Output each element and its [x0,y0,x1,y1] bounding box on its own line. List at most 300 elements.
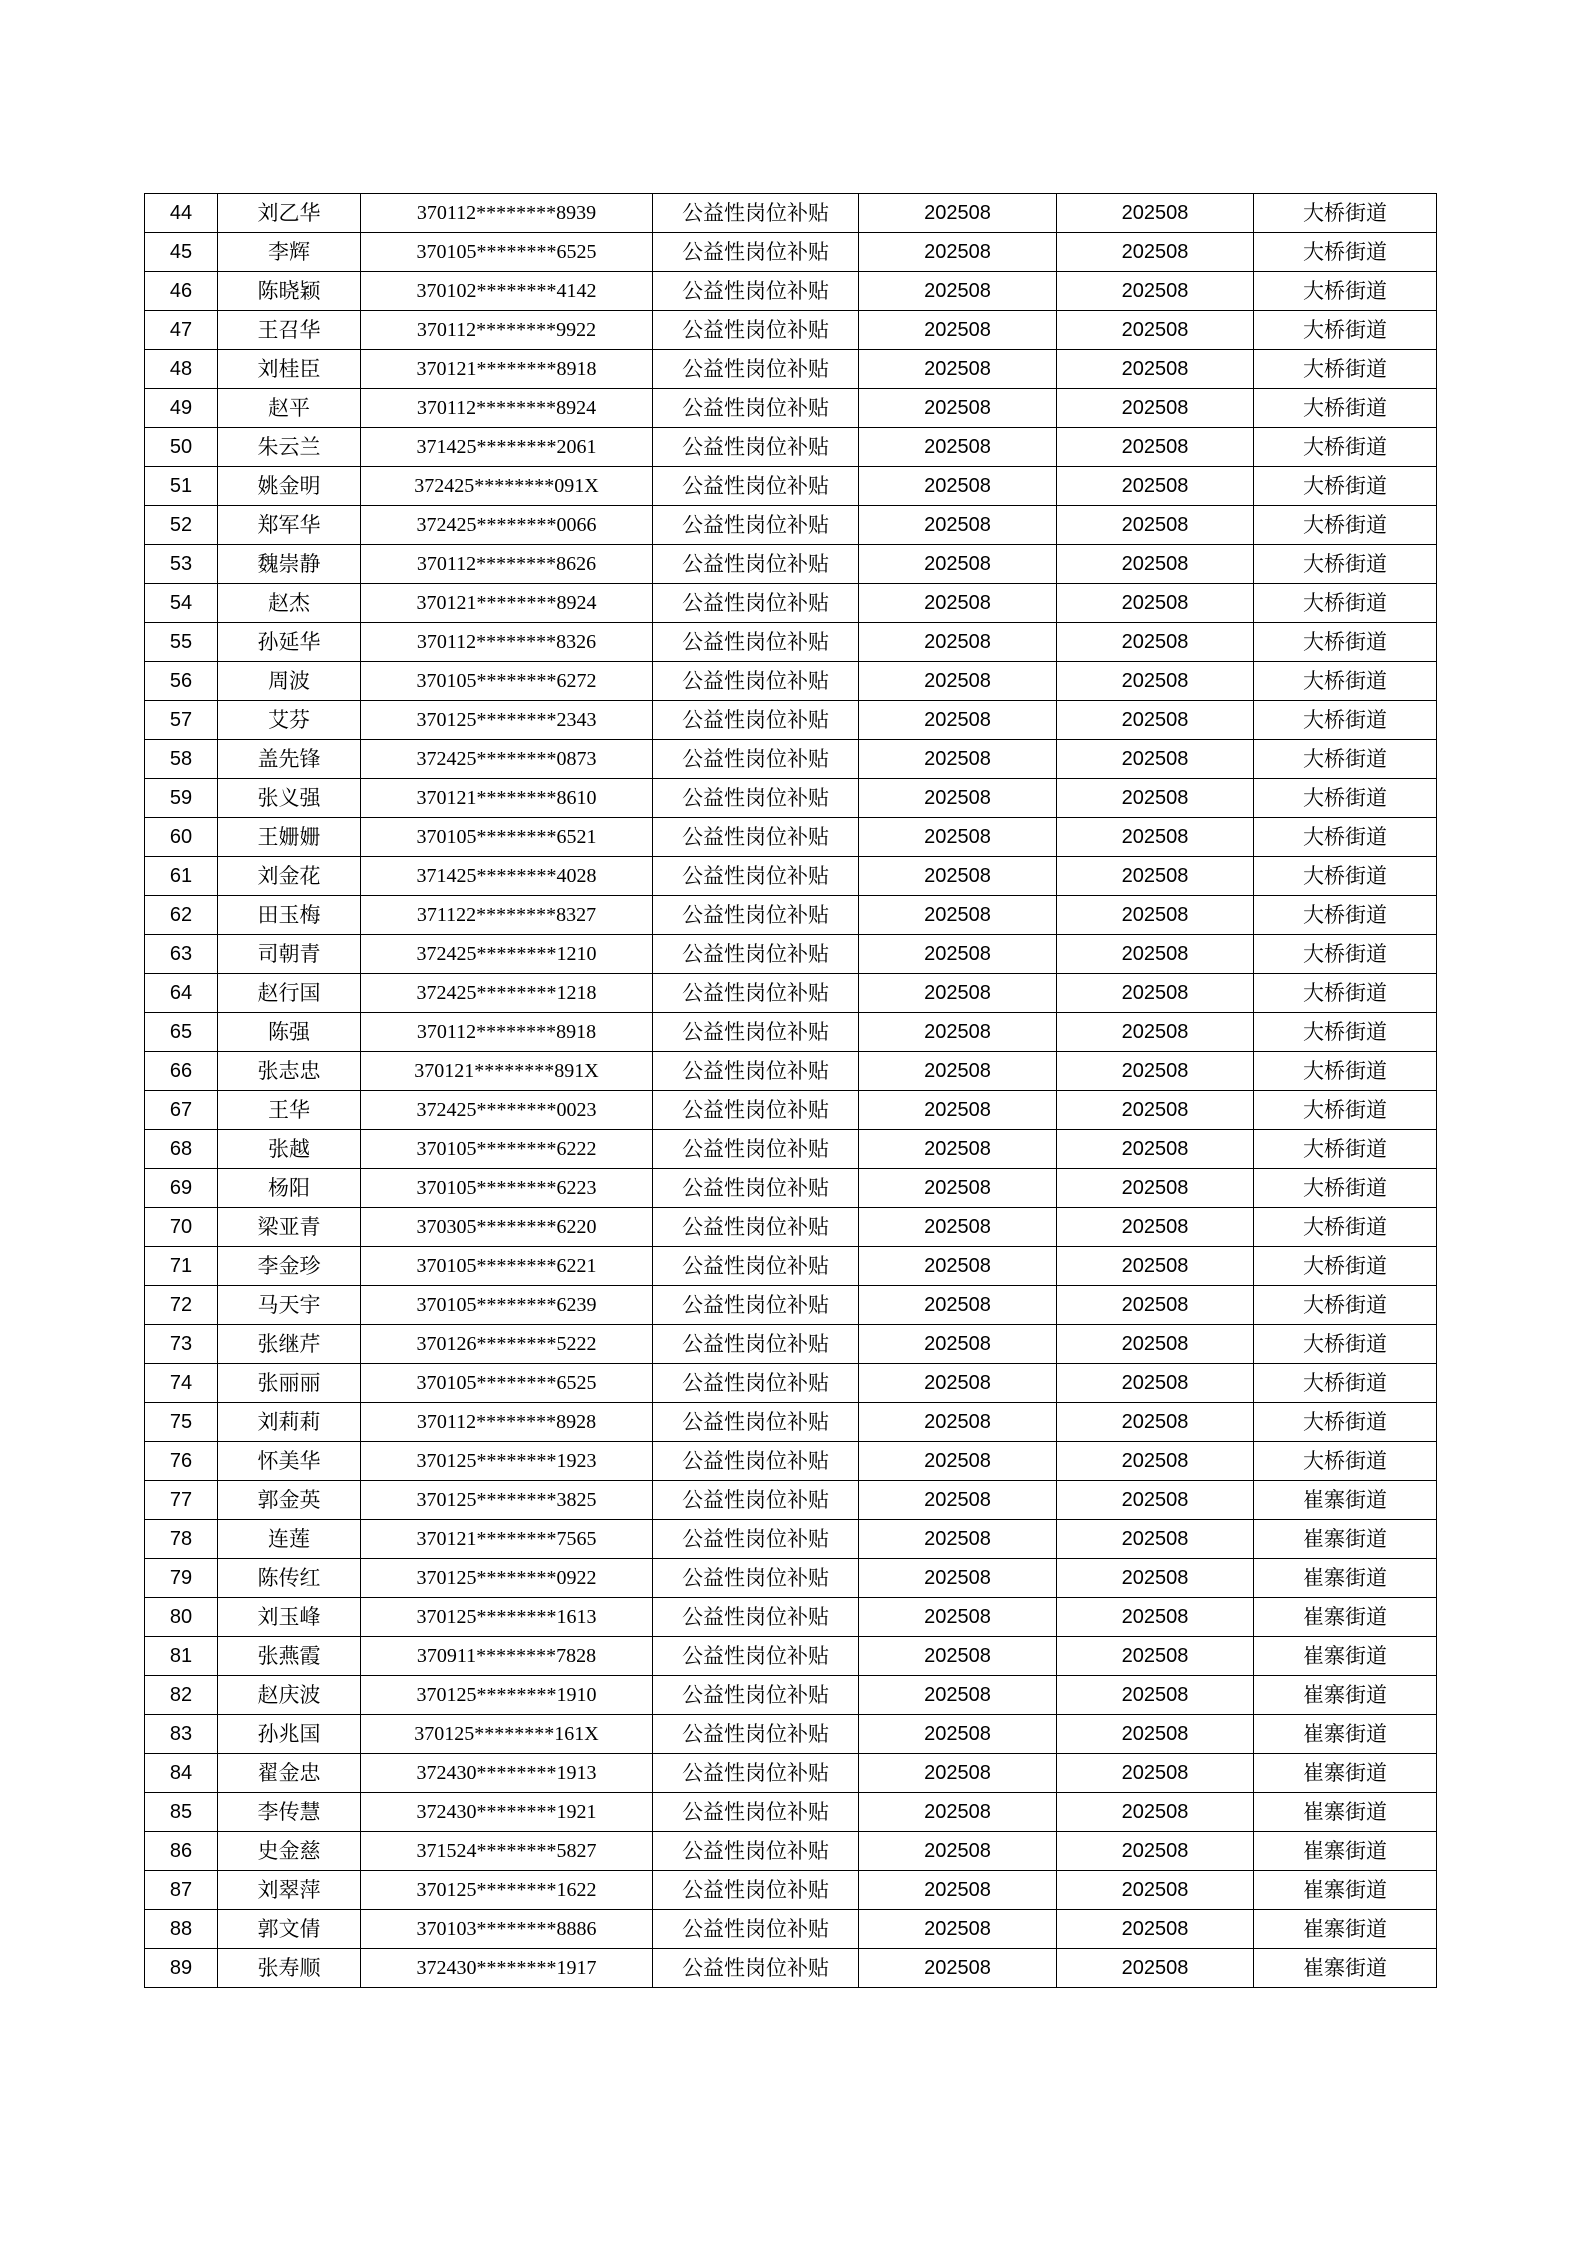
subsidy-type-cell: 公益性岗位补贴 [653,623,859,662]
end-month-cell: 202508 [1057,1247,1254,1286]
start-month-cell: 202508 [859,1442,1057,1481]
end-month-cell: 202508 [1057,1169,1254,1208]
person-name-cell: 田玉梅 [218,896,361,935]
person-name-cell: 姚金明 [218,467,361,506]
row-number-cell: 65 [145,1013,218,1052]
end-month-cell: 202508 [1057,1130,1254,1169]
table-row [145,350,1437,389]
table-row [145,1559,1437,1598]
id-number-cell: 370105********6521 [361,818,653,857]
subsidy-type-cell: 公益性岗位补贴 [653,467,859,506]
end-month-cell: 202508 [1057,974,1254,1013]
row-number-cell: 50 [145,428,218,467]
start-month-cell: 202508 [859,662,1057,701]
id-number-cell: 372430********1921 [361,1793,653,1832]
street-cell: 大桥街道 [1254,1208,1437,1247]
table-row [145,1442,1437,1481]
street-cell: 大桥街道 [1254,506,1437,545]
subsidy-type-cell: 公益性岗位补贴 [653,857,859,896]
subsidy-type-cell: 公益性岗位补贴 [653,350,859,389]
street-cell: 大桥街道 [1254,311,1437,350]
id-number-cell: 370112********8918 [361,1013,653,1052]
street-cell: 大桥街道 [1254,935,1437,974]
row-number-cell: 59 [145,779,218,818]
end-month-cell: 202508 [1057,1832,1254,1871]
start-month-cell: 202508 [859,1637,1057,1676]
row-number-cell: 52 [145,506,218,545]
id-number-cell: 370126********5222 [361,1325,653,1364]
id-number-cell: 370121********891X [361,1052,653,1091]
subsidy-type-cell: 公益性岗位补贴 [653,1676,859,1715]
id-number-cell: 370121********8610 [361,779,653,818]
person-name-cell: 梁亚青 [218,1208,361,1247]
street-cell: 大桥街道 [1254,857,1437,896]
street-cell: 大桥街道 [1254,233,1437,272]
end-month-cell: 202508 [1057,1598,1254,1637]
end-month-cell: 202508 [1057,1520,1254,1559]
subsidy-type-cell: 公益性岗位补贴 [653,1949,859,1988]
start-month-cell: 202508 [859,233,1057,272]
row-number-cell: 86 [145,1832,218,1871]
end-month-cell: 202508 [1057,701,1254,740]
start-month-cell: 202508 [859,1910,1057,1949]
subsidy-type-cell: 公益性岗位补贴 [653,974,859,1013]
id-number-cell: 370105********6221 [361,1247,653,1286]
end-month-cell: 202508 [1057,1403,1254,1442]
start-month-cell: 202508 [859,1715,1057,1754]
street-cell: 大桥街道 [1254,740,1437,779]
id-number-cell: 370105********6223 [361,1169,653,1208]
start-month-cell: 202508 [859,350,1057,389]
subsidy-type-cell: 公益性岗位补贴 [653,1832,859,1871]
start-month-cell: 202508 [859,818,1057,857]
row-number-cell: 51 [145,467,218,506]
subsidy-type-cell: 公益性岗位补贴 [653,779,859,818]
subsidy-type-cell: 公益性岗位补贴 [653,1910,859,1949]
end-month-cell: 202508 [1057,1286,1254,1325]
table-row [145,779,1437,818]
id-number-cell: 370125********0922 [361,1559,653,1598]
row-number-cell: 60 [145,818,218,857]
street-cell: 大桥街道 [1254,1403,1437,1442]
id-number-cell: 371122********8327 [361,896,653,935]
subsidy-type-cell: 公益性岗位补贴 [653,311,859,350]
start-month-cell: 202508 [859,545,1057,584]
id-number-cell: 370125********1923 [361,1442,653,1481]
table-row [145,545,1437,584]
street-cell: 大桥街道 [1254,194,1437,233]
table-row [145,1403,1437,1442]
id-number-cell: 372425********0873 [361,740,653,779]
table-row [145,1754,1437,1793]
end-month-cell: 202508 [1057,1871,1254,1910]
id-number-cell: 370112********8326 [361,623,653,662]
person-name-cell: 郭文倩 [218,1910,361,1949]
street-cell: 大桥街道 [1254,1442,1437,1481]
person-name-cell: 赵杰 [218,584,361,623]
end-month-cell: 202508 [1057,350,1254,389]
start-month-cell: 202508 [859,1247,1057,1286]
start-month-cell: 202508 [859,857,1057,896]
table-row [145,389,1437,428]
id-number-cell: 370125********1622 [361,1871,653,1910]
table-row [145,818,1437,857]
row-number-cell: 49 [145,389,218,428]
id-number-cell: 370112********8928 [361,1403,653,1442]
start-month-cell: 202508 [859,1403,1057,1442]
row-number-cell: 79 [145,1559,218,1598]
street-cell: 大桥街道 [1254,1091,1437,1130]
id-number-cell: 370105********6272 [361,662,653,701]
person-name-cell: 陈传红 [218,1559,361,1598]
subsidy-type-cell: 公益性岗位补贴 [653,428,859,467]
id-number-cell: 370121********7565 [361,1520,653,1559]
street-cell: 大桥街道 [1254,701,1437,740]
subsidy-type-cell: 公益性岗位补贴 [653,1208,859,1247]
row-number-cell: 69 [145,1169,218,1208]
start-month-cell: 202508 [859,1559,1057,1598]
street-cell: 大桥街道 [1254,818,1437,857]
id-number-cell: 372425********1218 [361,974,653,1013]
street-cell: 崔寨街道 [1254,1637,1437,1676]
row-number-cell: 84 [145,1754,218,1793]
person-name-cell: 张寿顺 [218,1949,361,1988]
table-row [145,1169,1437,1208]
id-number-cell: 370105********6525 [361,233,653,272]
subsidy-type-cell: 公益性岗位补贴 [653,1091,859,1130]
start-month-cell: 202508 [859,311,1057,350]
id-number-cell: 370105********6239 [361,1286,653,1325]
person-name-cell: 孙兆国 [218,1715,361,1754]
person-name-cell: 翟金忠 [218,1754,361,1793]
street-cell: 崔寨街道 [1254,1949,1437,1988]
end-month-cell: 202508 [1057,1325,1254,1364]
table-row [145,662,1437,701]
street-cell: 崔寨街道 [1254,1481,1437,1520]
start-month-cell: 202508 [859,1325,1057,1364]
end-month-cell: 202508 [1057,1754,1254,1793]
table-row [145,506,1437,545]
table-row [145,584,1437,623]
person-name-cell: 张越 [218,1130,361,1169]
row-number-cell: 48 [145,350,218,389]
street-cell: 崔寨街道 [1254,1676,1437,1715]
subsidy-type-cell: 公益性岗位补贴 [653,1403,859,1442]
start-month-cell: 202508 [859,1949,1057,1988]
id-number-cell: 370125********3825 [361,1481,653,1520]
id-number-cell: 370112********8626 [361,545,653,584]
end-month-cell: 202508 [1057,623,1254,662]
street-cell: 崔寨街道 [1254,1754,1437,1793]
subsidy-type-cell: 公益性岗位补贴 [653,1871,859,1910]
row-number-cell: 73 [145,1325,218,1364]
subsidy-type-cell: 公益性岗位补贴 [653,1793,859,1832]
id-number-cell: 370105********6222 [361,1130,653,1169]
person-name-cell: 盖先锋 [218,740,361,779]
start-month-cell: 202508 [859,1871,1057,1910]
person-name-cell: 李金珍 [218,1247,361,1286]
end-month-cell: 202508 [1057,506,1254,545]
end-month-cell: 202508 [1057,935,1254,974]
table-row [145,1910,1437,1949]
person-name-cell: 赵行国 [218,974,361,1013]
subsidy-type-cell: 公益性岗位补贴 [653,506,859,545]
end-month-cell: 202508 [1057,779,1254,818]
table-row [145,1871,1437,1910]
person-name-cell: 司朝青 [218,935,361,974]
subsidy-type-cell: 公益性岗位补贴 [653,1052,859,1091]
id-number-cell: 372425********091X [361,467,653,506]
person-name-cell: 王召华 [218,311,361,350]
row-number-cell: 77 [145,1481,218,1520]
street-cell: 大桥街道 [1254,1013,1437,1052]
table-row [145,233,1437,272]
table-row [145,428,1437,467]
end-month-cell: 202508 [1057,818,1254,857]
subsidy-type-cell: 公益性岗位补贴 [653,1247,859,1286]
start-month-cell: 202508 [859,1364,1057,1403]
street-cell: 崔寨街道 [1254,1715,1437,1754]
end-month-cell: 202508 [1057,272,1254,311]
table-row [145,1832,1437,1871]
id-number-cell: 370125********1910 [361,1676,653,1715]
id-number-cell: 372425********0066 [361,506,653,545]
table-row [145,896,1437,935]
row-number-cell: 62 [145,896,218,935]
street-cell: 大桥街道 [1254,1364,1437,1403]
table-row [145,1481,1437,1520]
table-row [145,1052,1437,1091]
row-number-cell: 66 [145,1052,218,1091]
subsidy-type-cell: 公益性岗位补贴 [653,272,859,311]
end-month-cell: 202508 [1057,1559,1254,1598]
table-row [145,1130,1437,1169]
subsidy-type-cell: 公益性岗位补贴 [653,1325,859,1364]
id-number-cell: 370911********7828 [361,1637,653,1676]
street-cell: 崔寨街道 [1254,1520,1437,1559]
start-month-cell: 202508 [859,935,1057,974]
subsidy-type-cell: 公益性岗位补贴 [653,1637,859,1676]
id-number-cell: 370125********161X [361,1715,653,1754]
street-cell: 大桥街道 [1254,272,1437,311]
row-number-cell: 57 [145,701,218,740]
table-row [145,311,1437,350]
row-number-cell: 89 [145,1949,218,1988]
subsidy-type-cell: 公益性岗位补贴 [653,740,859,779]
end-month-cell: 202508 [1057,1364,1254,1403]
subsidy-type-cell: 公益性岗位补贴 [653,1130,859,1169]
person-name-cell: 刘莉莉 [218,1403,361,1442]
person-name-cell: 张志忠 [218,1052,361,1091]
street-cell: 大桥街道 [1254,1325,1437,1364]
row-number-cell: 80 [145,1598,218,1637]
table-row [145,1949,1437,1988]
person-name-cell: 王姗姗 [218,818,361,857]
id-number-cell: 371425********2061 [361,428,653,467]
person-name-cell: 陈晓颖 [218,272,361,311]
subsidy-type-cell: 公益性岗位补贴 [653,1520,859,1559]
person-name-cell: 张丽丽 [218,1364,361,1403]
table-row [145,1091,1437,1130]
id-number-cell: 370125********1613 [361,1598,653,1637]
table-row [145,1793,1437,1832]
subsidy-type-cell: 公益性岗位补贴 [653,896,859,935]
id-number-cell: 371425********4028 [361,857,653,896]
start-month-cell: 202508 [859,740,1057,779]
end-month-cell: 202508 [1057,1637,1254,1676]
table-row [145,1247,1437,1286]
person-name-cell: 怀美华 [218,1442,361,1481]
row-number-cell: 64 [145,974,218,1013]
end-month-cell: 202508 [1057,428,1254,467]
row-number-cell: 44 [145,194,218,233]
table-row [145,272,1437,311]
table-row [145,1520,1437,1559]
row-number-cell: 61 [145,857,218,896]
subsidy-type-cell: 公益性岗位补贴 [653,194,859,233]
person-name-cell: 周波 [218,662,361,701]
id-number-cell: 370125********2343 [361,701,653,740]
end-month-cell: 202508 [1057,896,1254,935]
person-name-cell: 王华 [218,1091,361,1130]
start-month-cell: 202508 [859,584,1057,623]
subsidy-type-cell: 公益性岗位补贴 [653,701,859,740]
start-month-cell: 202508 [859,1598,1057,1637]
row-number-cell: 54 [145,584,218,623]
row-number-cell: 58 [145,740,218,779]
person-name-cell: 赵庆波 [218,1676,361,1715]
end-month-cell: 202508 [1057,311,1254,350]
start-month-cell: 202508 [859,428,1057,467]
street-cell: 崔寨街道 [1254,1910,1437,1949]
row-number-cell: 55 [145,623,218,662]
subsidy-type-cell: 公益性岗位补贴 [653,1442,859,1481]
table-row [145,1676,1437,1715]
row-number-cell: 87 [145,1871,218,1910]
street-cell: 大桥街道 [1254,1052,1437,1091]
table-row [145,1598,1437,1637]
id-number-cell: 370121********8918 [361,350,653,389]
end-month-cell: 202508 [1057,1910,1254,1949]
person-name-cell: 张义强 [218,779,361,818]
row-number-cell: 88 [145,1910,218,1949]
row-number-cell: 85 [145,1793,218,1832]
id-number-cell: 372430********1917 [361,1949,653,1988]
start-month-cell: 202508 [859,1013,1057,1052]
person-name-cell: 刘桂臣 [218,350,361,389]
subsidy-type-cell: 公益性岗位补贴 [653,233,859,272]
id-number-cell: 372425********1210 [361,935,653,974]
table-row [145,1364,1437,1403]
person-name-cell: 张燕霞 [218,1637,361,1676]
id-number-cell: 370305********6220 [361,1208,653,1247]
row-number-cell: 70 [145,1208,218,1247]
end-month-cell: 202508 [1057,1091,1254,1130]
street-cell: 大桥街道 [1254,662,1437,701]
street-cell: 大桥街道 [1254,1130,1437,1169]
table-row [145,194,1437,233]
person-name-cell: 魏崇静 [218,545,361,584]
start-month-cell: 202508 [859,623,1057,662]
table-body [145,194,1437,1988]
table-row [145,740,1437,779]
start-month-cell: 202508 [859,1832,1057,1871]
row-number-cell: 71 [145,1247,218,1286]
id-number-cell: 372430********1913 [361,1754,653,1793]
subsidy-type-cell: 公益性岗位补贴 [653,1559,859,1598]
end-month-cell: 202508 [1057,584,1254,623]
end-month-cell: 202508 [1057,857,1254,896]
person-name-cell: 刘乙华 [218,194,361,233]
street-cell: 崔寨街道 [1254,1598,1437,1637]
start-month-cell: 202508 [859,701,1057,740]
table-row [145,1325,1437,1364]
person-name-cell: 刘玉峰 [218,1598,361,1637]
subsidy-type-cell: 公益性岗位补贴 [653,1598,859,1637]
table-row [145,974,1437,1013]
subsidy-type-cell: 公益性岗位补贴 [653,1715,859,1754]
street-cell: 崔寨街道 [1254,1871,1437,1910]
end-month-cell: 202508 [1057,1949,1254,1988]
person-name-cell: 郭金英 [218,1481,361,1520]
start-month-cell: 202508 [859,1676,1057,1715]
table-row [145,1013,1437,1052]
row-number-cell: 81 [145,1637,218,1676]
end-month-cell: 202508 [1057,389,1254,428]
street-cell: 大桥街道 [1254,1247,1437,1286]
end-month-cell: 202508 [1057,233,1254,272]
person-name-cell: 艾芬 [218,701,361,740]
subsidy-type-cell: 公益性岗位补贴 [653,935,859,974]
table-row [145,1286,1437,1325]
street-cell: 大桥街道 [1254,623,1437,662]
person-name-cell: 连莲 [218,1520,361,1559]
subsidy-type-cell: 公益性岗位补贴 [653,1754,859,1793]
end-month-cell: 202508 [1057,1793,1254,1832]
id-number-cell: 372425********0023 [361,1091,653,1130]
start-month-cell: 202508 [859,1286,1057,1325]
table-row [145,701,1437,740]
subsidy-type-cell: 公益性岗位补贴 [653,1286,859,1325]
row-number-cell: 47 [145,311,218,350]
person-name-cell: 刘翠萍 [218,1871,361,1910]
table-row [145,1715,1437,1754]
end-month-cell: 202508 [1057,1442,1254,1481]
subsidy-type-cell: 公益性岗位补贴 [653,389,859,428]
person-name-cell: 朱云兰 [218,428,361,467]
end-month-cell: 202508 [1057,662,1254,701]
street-cell: 大桥街道 [1254,779,1437,818]
row-number-cell: 82 [145,1676,218,1715]
end-month-cell: 202508 [1057,545,1254,584]
table-row [145,1637,1437,1676]
subsidy-table [144,193,1437,1988]
id-number-cell: 370121********8924 [361,584,653,623]
street-cell: 崔寨街道 [1254,1559,1437,1598]
end-month-cell: 202508 [1057,194,1254,233]
street-cell: 大桥街道 [1254,1286,1437,1325]
id-number-cell: 370103********8886 [361,1910,653,1949]
person-name-cell: 张继芹 [218,1325,361,1364]
person-name-cell: 马天宇 [218,1286,361,1325]
street-cell: 大桥街道 [1254,974,1437,1013]
id-number-cell: 370112********8939 [361,194,653,233]
table-row [145,1208,1437,1247]
subsidy-type-cell: 公益性岗位补贴 [653,545,859,584]
start-month-cell: 202508 [859,896,1057,935]
row-number-cell: 67 [145,1091,218,1130]
subsidy-type-cell: 公益性岗位补贴 [653,662,859,701]
